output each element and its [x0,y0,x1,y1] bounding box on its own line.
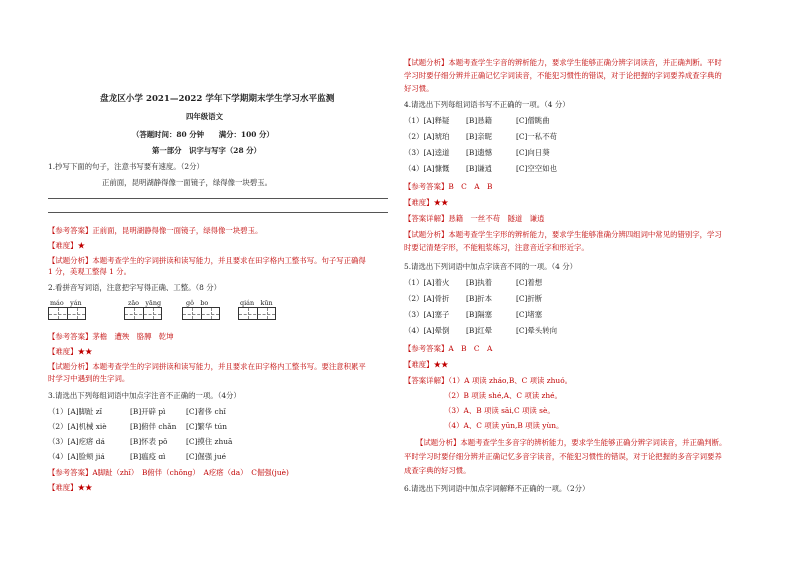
q4-row-4: （4）[A]慷慨 [B]谦逍 [C]空空如也 [404,164,557,173]
q1-prompt: 1.抄写下面的句子，注意书写要有速度。（2分） [48,162,204,171]
q4-row-1: （1）[A]释疑 [B]恳籍 [C]僧眺曲 [404,116,550,125]
q4-row-3: （3）[A]逵道 [B]遗憾 [C]向日葵 [404,148,550,157]
q1-answer: 【参考答案】正前面，昆明湖静得像一面镜子，绿得像一块碧玉。 [48,226,263,235]
time-score: （答题时间：80 分钟 满分：100 分） [132,130,274,139]
answer-line-1 [48,198,388,199]
q3-analysis-2: 学习时要仔细分辨并正确记忆字词读音，不能犯习惯性的错误，对于论把握的字词要养成查字典的 [404,71,722,80]
q2-difficulty: 【难度】★★ [48,347,93,356]
q2-analysis-2: 时学习中遇到的生字词。 [48,374,130,383]
q3-difficulty: 【难度】★★ [48,483,93,492]
q2-pinyin-2: zāo yāng [128,299,162,307]
q5-row-4: （4）[A]晕倒 [B]红晕 [C]晕头转向 [404,326,557,335]
q5-analysis-2: 平时学习时要仔细分辨并正确记忆多音字读音，不能犯习惯性的错误，对于论把握的多音字词要养 [404,452,722,461]
grade-subject: 四年级语文 [186,112,223,121]
q5-answer: 【参考答案】A B C A [404,344,493,353]
q2-pinyin-1: máo yán [50,299,82,307]
q4-detail: 【答案详解】恳籍 一丝不苟 隧道 谦逍 [404,214,545,223]
q3-row-4: （4）[A]脸颊 jiá [B]瘟疫 ɑì [C]倔强 jué [48,452,226,461]
writing-grid-1[interactable] [48,307,86,320]
q1-difficulty: 【难度】★ [48,241,85,250]
q4-row-2: （2）[A]琥珀 [B]亲昵 [C]一私不苟 [404,132,557,141]
q5-row-1: （1）[A]着火 [B]执着 [C]着想 [404,278,543,287]
q5-detail-4: （4）A、C 项读 yūn,B 项读 yùn。 [444,421,564,430]
q5-difficulty: 【难度】★★ [404,360,449,369]
q5-analysis-1: 【试题分析】本题考查学生多音字的辨析能力，要求学生能够正确分辨字词读音，并正确判断。 [416,438,727,447]
q4-prompt: 4.请选出下列每组词语书写不正确的一项。（4 分） [404,100,570,109]
q5-detail-2: （2）B 项读 shé,A、C 项读 zhé。 [444,391,562,400]
q5-prompt: 5.请选出下列词语中加点字读音不同的一项。（4 分） [404,262,577,271]
q2-prompt: 2.看拼音写词语，注意把字写得正确、工整。（8 分） [48,283,221,292]
q5-detail-1: 【答案详解】（1）A 项读 zháo,B、C 项读 zhuó。 [404,376,573,385]
q5-analysis-3: 成查字典的好习惯。 [404,466,471,475]
q5-row-3: （3）[A]塞子 [B]隔塞 [C]堵塞 [404,310,543,319]
q5-detail-3: （3）A、B 项读 sāi,C 项读 sè。 [444,406,555,415]
writing-grid-3[interactable] [182,307,220,320]
part1-heading: 第一部分 识字与写字（28 分） [152,146,261,155]
q4-difficulty: 【难度】★★ [404,198,449,207]
q3-row-2: （2）[A]机械 xiè [B]俯伴 chǎn [C]繁华 tún [48,422,228,431]
writing-grid-4[interactable] [238,307,276,320]
q4-analysis-1: 【试题分析】本题考查学生字形的辨析能力，要求学生能够准确分辨四组词中常见的错别字，学习 [404,230,722,239]
exam-title: 盘龙区小学 2021—2022 学年下学期期末学生学习水平监测 [100,94,335,104]
q4-answer: 【参考答案】B C A B [404,182,493,191]
q3-answer: 【参考答案】A脚趾（zhǐ） B俯伴（chǒng） A疙瘩（da） C倔强(juè) [48,468,289,477]
q1-analysis-1: 【试题分析】本题考查学生的字词拼读和读写能力，并且要求在田字格内工整书写。句子写正确得 [48,256,366,265]
answer-line-2 [48,212,388,213]
q2-pinyin-4: qián kūn [240,299,273,307]
q3-analysis-3: 好习惯。 [404,84,434,93]
q6-prompt: 6.请选出下列词语中加点字词解释不正确的一项。（2分） [404,484,590,493]
q4-analysis-2: 时要记清楚字形，不能粗浆练习，注意音近字和形近字。 [404,243,589,252]
q2-analysis-1: 【试题分析】本题考查学生的字词拼读和读写能力，并且要求在田字格内工整书写。要注意积累平 [48,362,366,371]
q3-prompt: 3.请选出下列每组词语中加点字注音不正确的一项。（4分） [48,391,241,400]
q2-pinyin-3: gǒ bo [186,299,209,307]
q5-row-2: （2）[A]骨折 [B]折本 [C]折断 [404,294,543,303]
writing-grid-2[interactable] [124,307,162,320]
q2-answer: 【参考答案】茅檐 遭殃 胳膊 乾坤 [48,332,174,341]
q3-row-3: （3）[A]疙瘩 dá [B]怀表 pǒ [C]摸住 zhuā [48,437,233,446]
q3-row-1: （1）[A]脚趾 zǐ [B]开辟 pì [C]奢侈 chǐ [48,407,226,416]
q1-analysis-2: 1 分，美观工整得 1 分。 [48,267,131,276]
q1-sentence: 正前面，昆明湖静得像一面镜子，绿得像一块碧玉。 [102,178,272,187]
q3-analysis-1: 【试题分析】本题考查学生字音的辨析能力，要求学生能够正确分辨字词读音，并正确判断。平时 [404,58,722,67]
